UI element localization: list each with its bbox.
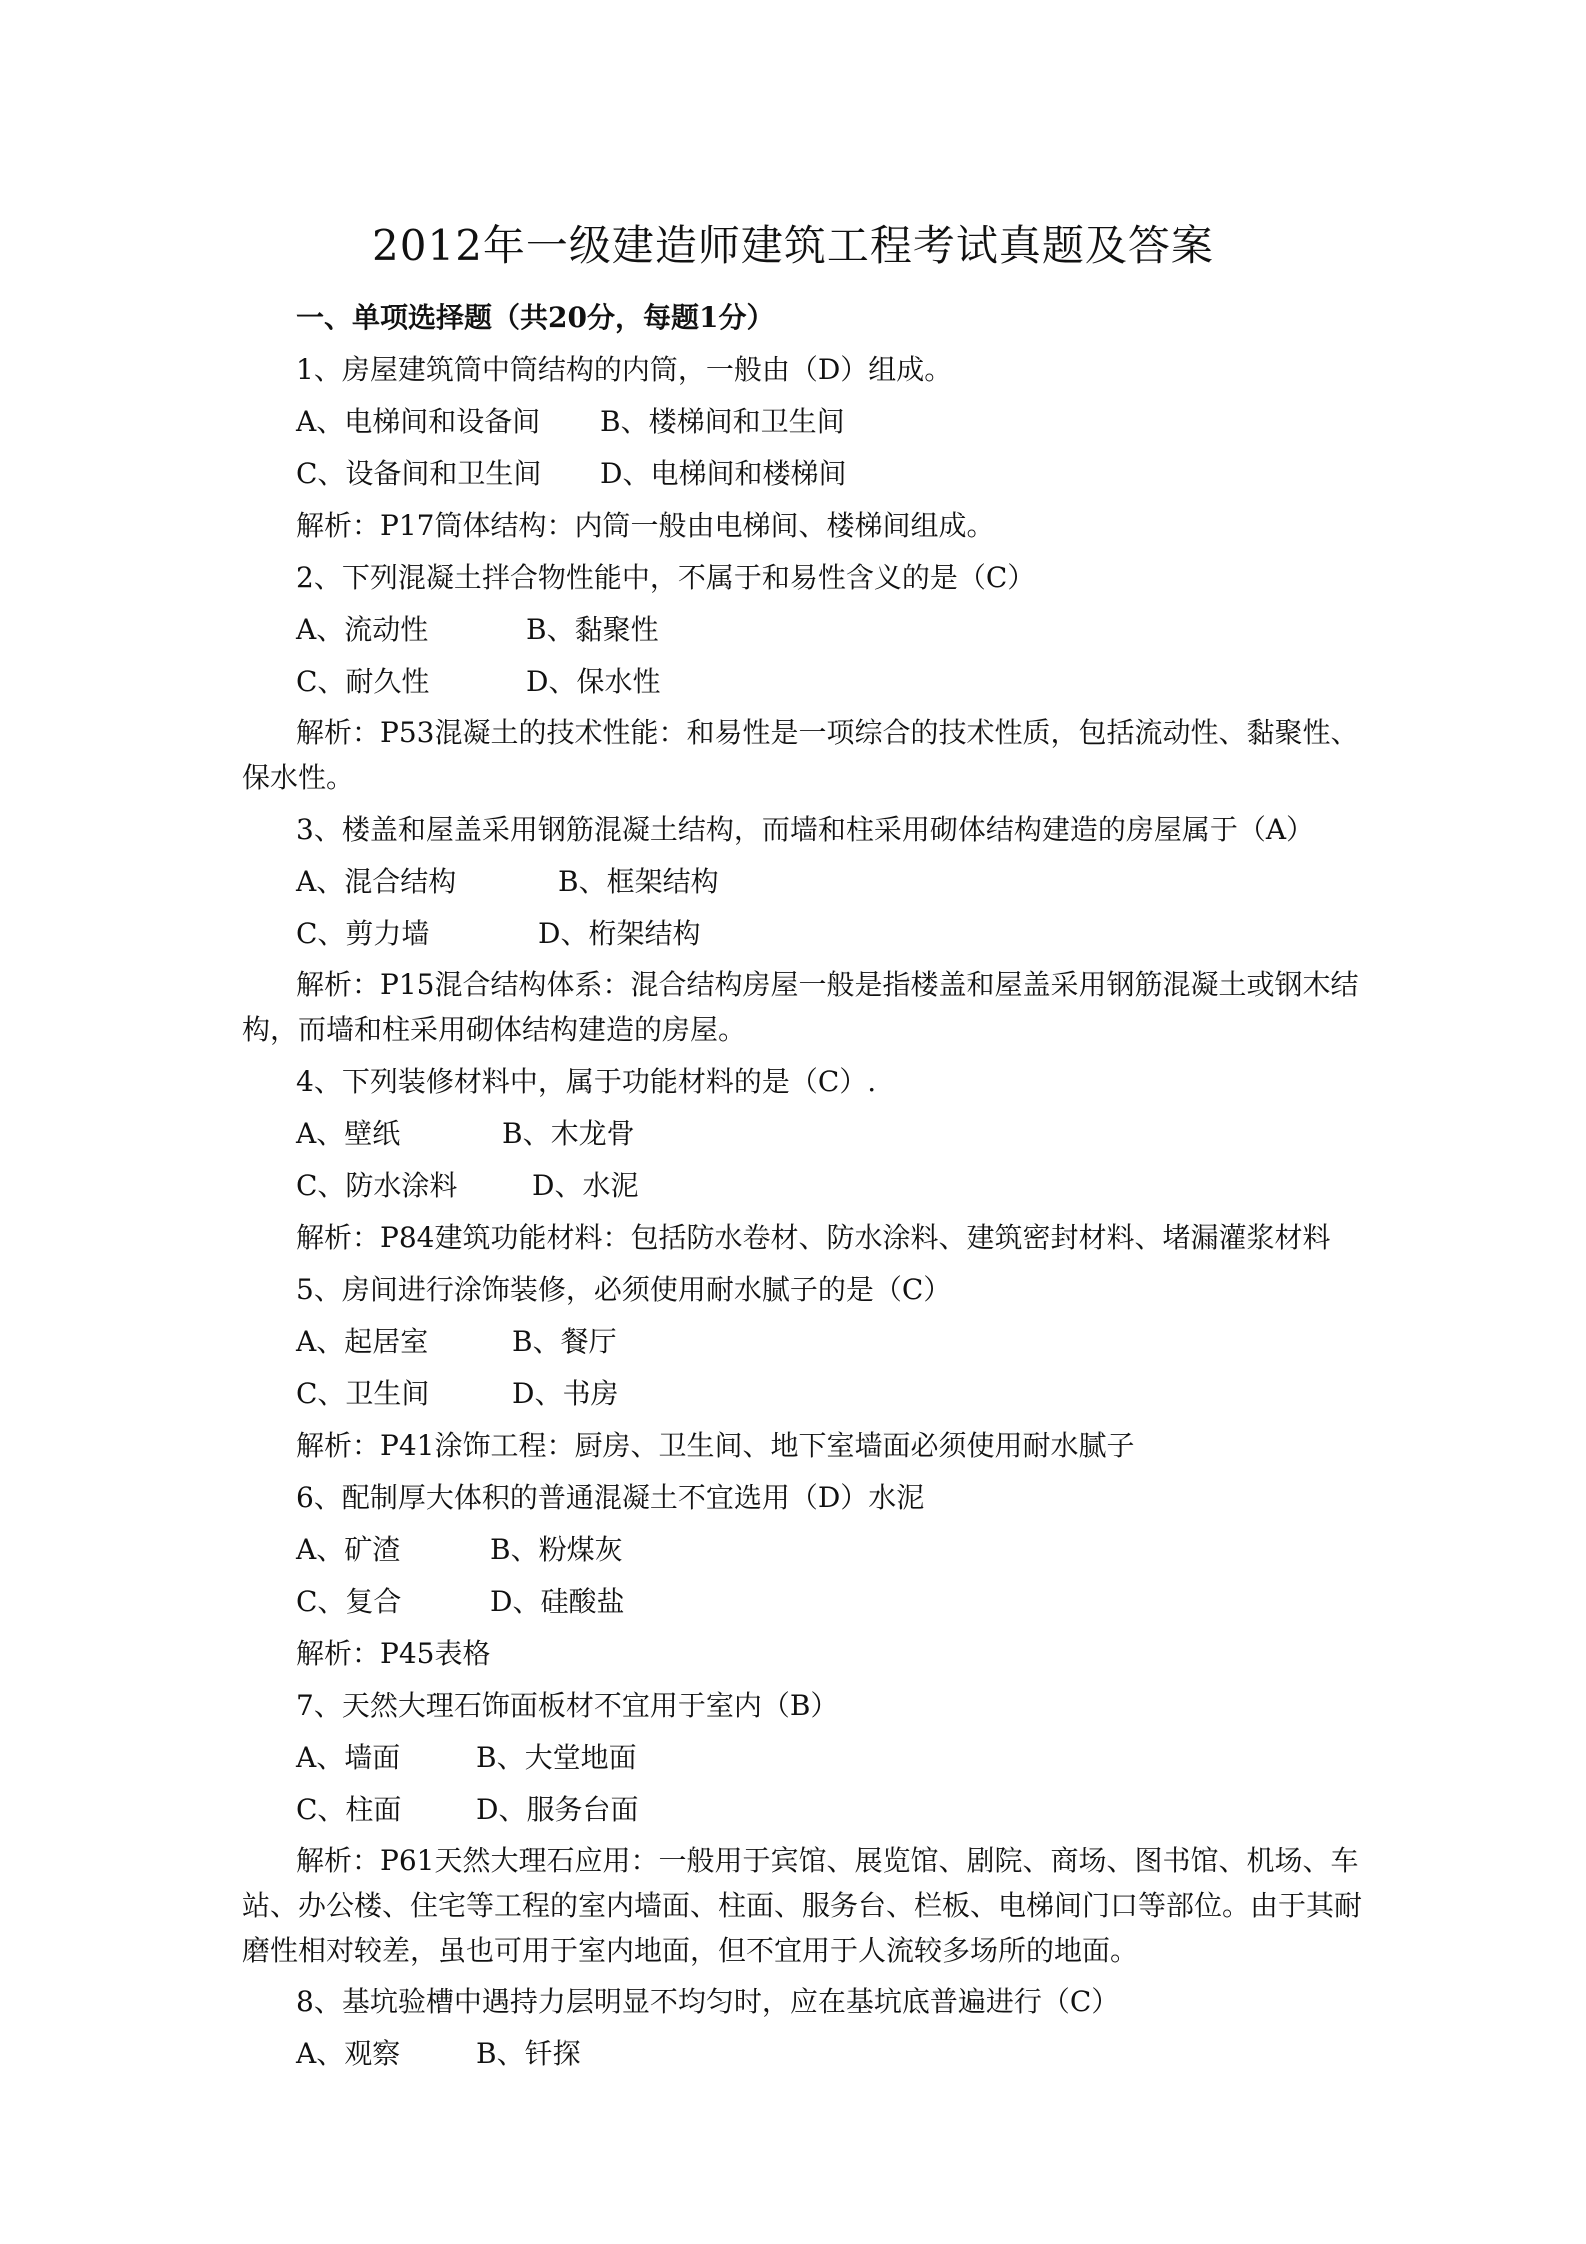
option-d: D、桁架结构	[538, 917, 701, 950]
analysis-7	[242, 1838, 1376, 1973]
page-title: 2012年一级建造师建筑工程考试真题及答案	[372, 221, 1214, 270]
option-a: A、矿渣	[296, 1533, 401, 1566]
option-a: A、起居室	[296, 1325, 429, 1358]
section-heading: 一、单项选择题（共20分，每题1分）	[296, 301, 775, 334]
analysis-line: 磨性相对较差，虽也可用于室内地面，但不宜用于人流较多场所的地面。	[242, 1934, 1139, 1967]
option-b: B、框架结构	[558, 865, 719, 898]
options-row	[296, 402, 1376, 442]
option-c: C、设备间和卫生间	[296, 457, 542, 490]
options-row	[296, 662, 1376, 702]
option-d: D、书房	[512, 1377, 619, 1410]
option-d: D、硅酸盐	[490, 1585, 625, 1618]
option-d: D、电梯间和楼梯间	[600, 457, 847, 490]
options-row	[296, 1166, 1376, 1206]
option-d: D、保水性	[526, 665, 661, 698]
option-c: C、防水涂料	[296, 1169, 458, 1202]
analysis-line: 站、办公楼、住宅等工程的室内墙面、柱面、服务台、栏板、电梯间门口等部位。由于其耐	[242, 1889, 1363, 1922]
option-c: C、复合	[296, 1585, 402, 1618]
analysis-line: 构，而墙和柱采用砌体结构建造的房屋。	[242, 1013, 747, 1046]
options-row	[296, 1790, 1376, 1830]
options-row	[296, 1322, 1376, 1362]
option-b: B、粉煤灰	[490, 1533, 623, 1566]
option-d: D、水泥	[532, 1169, 639, 1202]
option-c: C、卫生间	[296, 1377, 430, 1410]
option-b: B、钎探	[476, 2037, 581, 2070]
options-row	[296, 610, 1376, 650]
analysis-5: 解析：P41涂饰工程：厨房、卫生间、地下室墙面必须使用耐水腻子	[296, 1429, 1135, 1462]
options-row	[296, 914, 1376, 954]
options-row	[296, 1582, 1376, 1622]
question-2: 2、下列混凝土拌合物性能中，不属于和易性含义的是（C）	[296, 561, 1036, 594]
question-8: 8、基坑验槽中遇持力层明显不均匀时，应在基坑底普遍进行（C）	[296, 1985, 1120, 2018]
options-row	[296, 454, 1376, 494]
option-b: B、楼梯间和卫生间	[600, 405, 845, 438]
option-a: A、流动性	[296, 613, 429, 646]
question-7: 7、天然大理石饰面板材不宜用于室内（B）	[296, 1689, 839, 1722]
option-a: A、壁纸	[296, 1117, 401, 1150]
question-3: 3、楼盖和屋盖采用钢筋混凝土结构，而墙和柱采用砌体结构建造的房屋属于（A）	[296, 813, 1315, 846]
option-b: B、木龙骨	[502, 1117, 635, 1150]
options-row	[296, 1374, 1376, 1414]
option-d: D、服务台面	[476, 1793, 639, 1826]
option-b: B、大堂地面	[476, 1741, 637, 1774]
question-1: 1、房屋建筑筒中筒结构的内筒，一般由（D）组成。	[296, 353, 953, 386]
option-b: B、餐厅	[512, 1325, 617, 1358]
option-c: C、剪力墙	[296, 917, 430, 950]
options-row	[296, 1530, 1376, 1570]
analysis-2	[242, 710, 1376, 800]
analysis-line: 解析：P15混合结构体系：混合结构房屋一般是指楼盖和屋盖采用钢筋混凝土或钢木结	[296, 968, 1359, 1001]
analysis-line: 解析：P53混凝土的技术性能：和易性是一项综合的技术性质，包括流动性、黏聚性、	[296, 716, 1359, 749]
analysis-line: 解析：P61天然大理石应用：一般用于宾馆、展览馆、剧院、商场、图书馆、机场、车	[296, 1844, 1359, 1877]
option-a: A、电梯间和设备间	[296, 405, 541, 438]
option-c: C、柱面	[296, 1793, 402, 1826]
option-a: A、墙面	[296, 1741, 401, 1774]
analysis-6: 解析：P45表格	[296, 1637, 491, 1670]
question-6: 6、配制厚大体积的普通混凝土不宜选用（D）水泥	[296, 1481, 925, 1514]
analysis-1: 解析：P17筒体结构：内筒一般由电梯间、楼梯间组成。	[296, 509, 995, 542]
options-row	[296, 2034, 1376, 2074]
option-a: A、观察	[296, 2037, 401, 2070]
analysis-line: 保水性。	[242, 761, 355, 794]
analysis-3	[242, 962, 1376, 1052]
question-4: 4、下列装修材料中，属于功能材料的是（C）.	[296, 1065, 877, 1098]
question-5: 5、房间进行涂饰装修，必须使用耐水腻子的是（C）	[296, 1273, 952, 1306]
option-b: B、黏聚性	[526, 613, 659, 646]
options-row	[296, 1114, 1376, 1154]
options-row	[296, 1738, 1376, 1778]
options-row	[296, 862, 1376, 902]
option-c: C、耐久性	[296, 665, 430, 698]
option-a: A、混合结构	[296, 865, 457, 898]
analysis-4: 解析：P84建筑功能材料：包括防水卷材、防水涂料、建筑密封材料、堵漏灌浆材料	[296, 1221, 1331, 1254]
